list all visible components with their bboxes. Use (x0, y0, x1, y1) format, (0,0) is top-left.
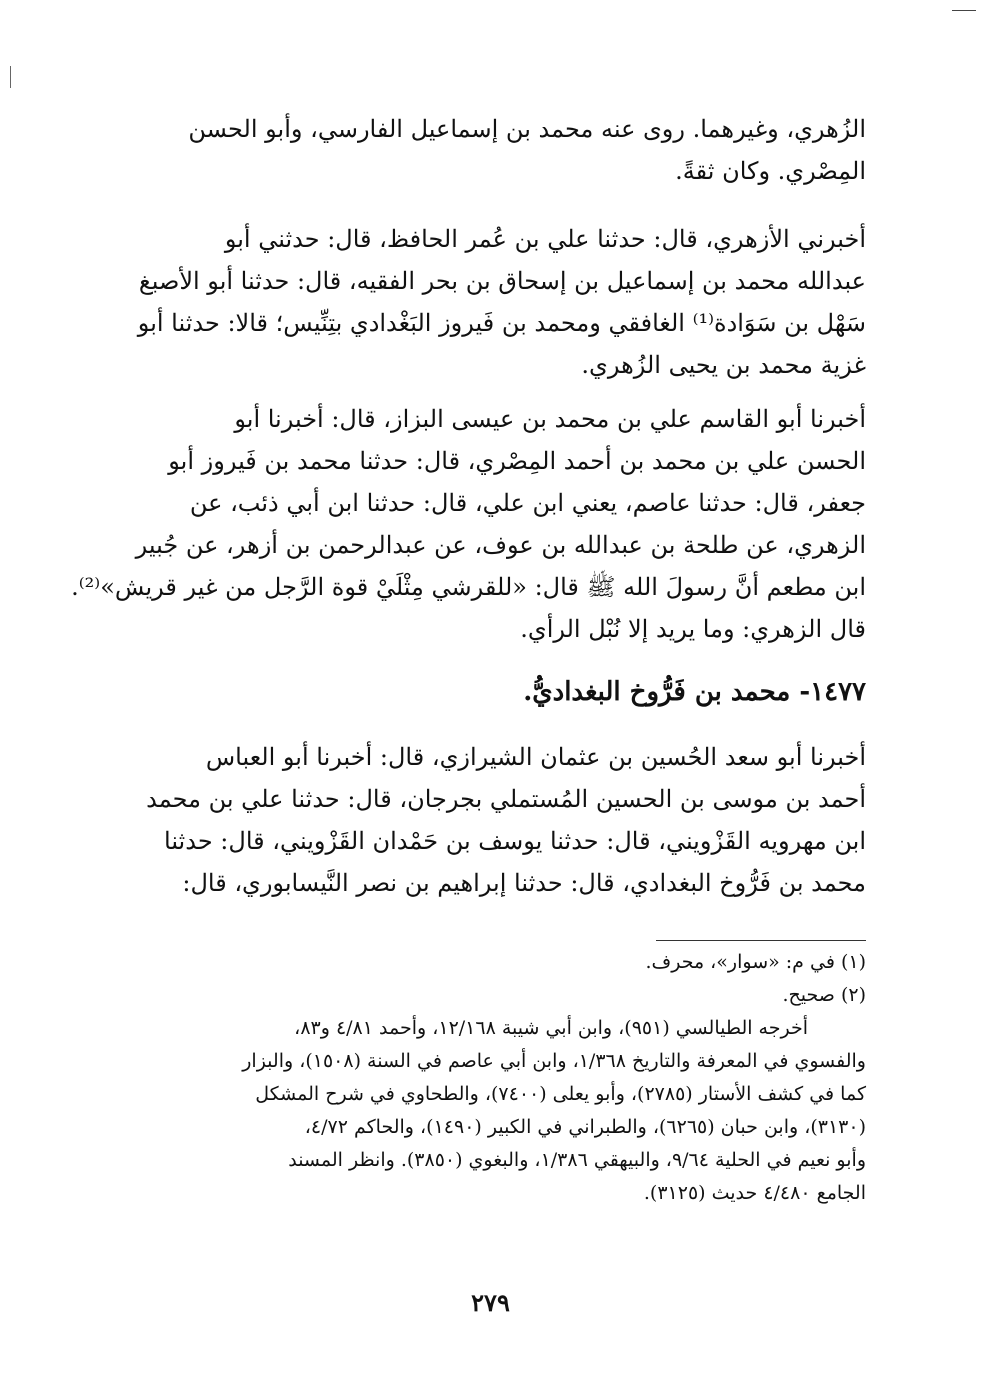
entry-heading: ١٤٧٧- محمد بن فَرُّوخ البغداديُّ. (523, 677, 866, 707)
text-line: عبدالله محمد بن إسماعيل بن إسحاق بن بحر الفقيه، قال: حدثنا أبو الأصبغ (138, 267, 866, 295)
text-line: ابن مهرويه القَزْويني، قال: حدثنا يوسف بن حَمْدان القَزْويني، قال: حدثنا (164, 827, 866, 855)
text-line: محمد بن فَرُّوخ البغدادي، قال: حدثنا إبراهيم بن نصر النَّيسابوري، قال: (182, 869, 866, 897)
text-line: جعفر، قال: حدثنا عاصم، يعني ابن علي، قال: حدثنا ابن أبي ذئب، عن (189, 489, 866, 517)
text-line: أحمد بن موسى بن الحسين المُستملي بجرجان، قال: حدثنا علي بن محمد (146, 785, 866, 813)
text-line: الزهري، عن طلحة بن عبدالله بن عوف، عن عبدالرحمن بن أزهر، عن جُبير (135, 531, 866, 559)
text-line: ابن مطعم أنَّ رسولَ الله ﷺ قال: «للقرشي مِثْلَيْ قوة الرَّجل من غير قريش»⁽²⁾. (71, 573, 866, 601)
scan-mark-top (952, 10, 976, 11)
footnote-2: (٢) صحيح. (782, 984, 866, 1006)
text-line: غزية محمد بن يحيى الزُهري. (581, 351, 866, 379)
page-number: ٢٧٩ (471, 1288, 510, 1317)
footnote-2-line: (٣١٣٠)، وابن حبان (٦٢٦٥)، والطبراني في الكبير (١٤٩٠)، والحاكم ٤/٧٢، (304, 1116, 866, 1138)
footnote-1: (١) في م: «سوار»، محرف. (645, 951, 866, 973)
text-line: سَهْل بن سَوَادة⁽¹⁾ الغافقي ومحمد بن فَيروز البَغْدادي بتِنِّيس؛ قالا: حدثنا أبو (137, 309, 866, 337)
footnote-2-line: وأبو نعيم في الحلية ٩/٦٤، والبيهقي ١/٣٨٦، والبغوي (٣٨٥٠). وانظر المسند (288, 1149, 866, 1171)
text-line: الزُهري، وغيرهما. روى عنه محمد بن إسماعيل الفارسي، وأبو الحسن (188, 115, 866, 143)
scan-mark-left (10, 66, 11, 88)
paragraph-2 (137, 218, 866, 386)
text-line: أخبرنا أبو القاسم علي بن محمد بن عيسى البزاز، قال: أخبرنا أبو (234, 405, 866, 433)
footnotes (148, 946, 866, 1210)
text-line: أخبرني الأزهري، قال: حدثنا علي بن عُمر الحافظ، قال: حدثني أبو (224, 225, 866, 253)
text-line: أخبرنا أبو سعد الحُسين بن عثمان الشيرازي، قال: أخبرنا أبو العباس (205, 743, 866, 771)
footnote-2-line: كما في كشف الأستار (٢٧٨٥)، وأبو يعلى (٧٤٠٠)، والطحاوي في شرح المشكل (255, 1083, 866, 1105)
footnote-divider (656, 940, 866, 941)
paragraph-4 (148, 736, 866, 904)
footnote-2-line: الجامع ٤/٤٨٠ حديث (٣١٢٥). (643, 1182, 866, 1204)
paragraph-3 (71, 398, 866, 650)
footnote-2-line: أخرجه الطيالسي (٩٥١)، وابن أبي شيبة ١٢/١٦٨، وأحمد ٤/٨١ و٨٣، (294, 1017, 808, 1039)
text-line: قال الزهري: وما يريد إلا نُبْل الرأي. (520, 615, 866, 643)
paragraph-1 (148, 108, 866, 192)
text-line: الحسن علي بن محمد بن أحمد المِصْري، قال: حدثنا محمد بن فَيروز أبو (168, 447, 866, 475)
text-line: المِصْري. وكان ثقةً. (675, 157, 866, 185)
footnote-2-line: والفسوي في المعرفة والتاريخ ١/٣٦٨، وابن أبي عاصم في السنة (١٥٠٨)، والبزار (242, 1050, 866, 1072)
